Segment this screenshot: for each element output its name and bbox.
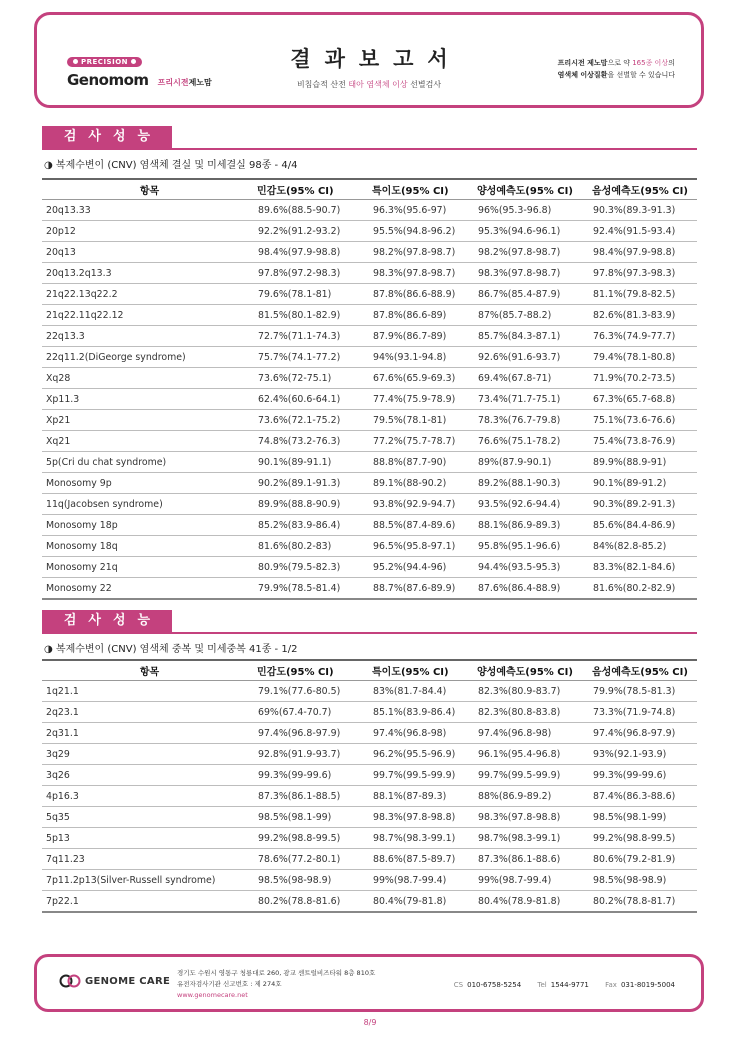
- cell-npv: 82.6%(81.3-83.9): [589, 305, 697, 326]
- cell-sensitivity: 79.9%(78.5-81.4): [254, 578, 369, 600]
- cell-npv: 98.4%(97.9-98.8): [589, 242, 697, 263]
- cell-specificity: 79.5%(78.1-81): [369, 410, 474, 431]
- table-row: [42, 681, 697, 702]
- cell-ppv: 98.3%(97.8-98.7): [474, 263, 589, 284]
- cell-specificity: 96.5%(95.8-97.1): [369, 536, 474, 557]
- cell-ppv: 82.3%(80.9-83.7): [474, 681, 589, 702]
- cell-npv: 71.9%(70.2-73.5): [589, 368, 697, 389]
- cell-npv: 98.5%(98-98.9): [589, 870, 697, 891]
- cell-sensitivity: 97.8%(97.2-98.3): [254, 263, 369, 284]
- cell-item: 20q13: [42, 242, 254, 263]
- cell-npv: 84%(82.8-85.2): [589, 536, 697, 557]
- table-row: [42, 242, 697, 263]
- cell-npv: 93%(92.1-93.9): [589, 744, 697, 765]
- cell-npv: 99.2%(98.8-99.5): [589, 828, 697, 849]
- cell-specificity: 98.2%(97.8-98.7): [369, 242, 474, 263]
- genomecare-logo-icon: [59, 974, 81, 988]
- cell-item: 20q13.2q13.3: [42, 263, 254, 284]
- cell-item: 20q13.33: [42, 200, 254, 221]
- section-subtitle-duplications: ◑ 복제수변이 (CNV) 염색체 중복 및 미세중복 41종 - 1/2: [44, 644, 298, 655]
- cell-ppv: 78.3%(76.7-79.8): [474, 410, 589, 431]
- fax-number: 031-8019-5004: [620, 981, 675, 989]
- cell-specificity: 67.6%(65.9-69.3): [369, 368, 474, 389]
- subtitle-post: 선별검사: [407, 80, 442, 89]
- cell-specificity: 77.4%(75.9-78.9): [369, 389, 474, 410]
- cell-item: 3q29: [42, 744, 254, 765]
- cell-item: 1q21.1: [42, 681, 254, 702]
- cell-item: 5p(Cri du chat syndrome): [42, 452, 254, 473]
- website-link[interactable]: www.genomecare.net: [177, 991, 248, 999]
- table-row: [42, 515, 697, 536]
- cell-item: 11q(Jacobsen syndrome): [42, 494, 254, 515]
- cell-sensitivity: 98.5%(98-98.9): [254, 870, 369, 891]
- cell-ppv: 96%(95.3-96.8): [474, 200, 589, 221]
- col-header-specificity: 특이도(95% CI): [369, 179, 474, 200]
- cell-npv: 79.4%(78.1-80.8): [589, 347, 697, 368]
- report-footer: [34, 954, 704, 1012]
- cs-label: CS: [453, 981, 464, 989]
- cell-sensitivity: 78.6%(77.2-80.1): [254, 849, 369, 870]
- table-row: [42, 326, 697, 347]
- cell-npv: 80.6%(79.2-81.9): [589, 849, 697, 870]
- cell-npv: 90.3%(89.2-91.3): [589, 494, 697, 515]
- table-row: [42, 389, 697, 410]
- cell-sensitivity: 69%(67.4-70.7): [254, 702, 369, 723]
- cell-sensitivity: 97.4%(96.8-97.9): [254, 723, 369, 744]
- cell-specificity: 88.1%(87-89.3): [369, 786, 474, 807]
- cell-item: Monosomy 18p: [42, 515, 254, 536]
- cell-item: 2q31.1: [42, 723, 254, 744]
- cs-number: 010-6758-5254: [467, 981, 522, 989]
- cell-npv: 90.1%(89-91.2): [589, 473, 697, 494]
- cell-specificity: 80.4%(79-81.8): [369, 891, 474, 913]
- tel-label: Tel: [537, 981, 547, 989]
- table-row: [42, 431, 697, 452]
- col-header-sensitivity: 민감도(95% CI): [254, 660, 369, 681]
- table-row: [42, 744, 697, 765]
- cell-npv: 73.3%(71.9-74.8): [589, 702, 697, 723]
- cell-item: 4p16.3: [42, 786, 254, 807]
- cell-ppv: 89.2%(88.1-90.3): [474, 473, 589, 494]
- cell-specificity: 83%(81.7-84.4): [369, 681, 474, 702]
- cell-item: Xq28: [42, 368, 254, 389]
- table-header-row: [42, 179, 697, 200]
- cell-sensitivity: 73.6%(72-75.1): [254, 368, 369, 389]
- cell-ppv: 82.3%(80.8-83.8): [474, 702, 589, 723]
- cell-item: Monosomy 21q: [42, 557, 254, 578]
- cell-sensitivity: 62.4%(60.6-64.1): [254, 389, 369, 410]
- cell-specificity: 95.5%(94.8-96.2): [369, 221, 474, 242]
- cell-ppv: 99%(98.7-99.4): [474, 870, 589, 891]
- cell-item: 7p11.2p13(Silver-Russell syndrome): [42, 870, 254, 891]
- cell-npv: 83.3%(82.1-84.6): [589, 557, 697, 578]
- cell-npv: 92.4%(91.5-93.4): [589, 221, 697, 242]
- cell-item: 22q13.3: [42, 326, 254, 347]
- cell-ppv: 87.6%(86.4-88.9): [474, 578, 589, 600]
- cell-specificity: 99.7%(99.5-99.9): [369, 765, 474, 786]
- page-number: 8/9: [363, 1018, 377, 1027]
- cell-npv: 89.9%(88.9-91): [589, 452, 697, 473]
- cell-npv: 98.5%(98.1-99): [589, 807, 697, 828]
- cell-ppv: 98.3%(97.8-98.8): [474, 807, 589, 828]
- cell-specificity: 96.2%(95.5-96.9): [369, 744, 474, 765]
- table-row: [42, 221, 697, 242]
- tagline: [558, 57, 675, 81]
- table-row: [42, 410, 697, 431]
- tagline1-mid: 으로 약: [607, 59, 633, 67]
- cell-specificity: 95.2%(94.4-96): [369, 557, 474, 578]
- col-header-sensitivity: 민감도(95% CI): [254, 179, 369, 200]
- fax-label: Fax: [605, 981, 617, 989]
- section-tab: 검사성능: [42, 126, 172, 148]
- table-row: [42, 347, 697, 368]
- cell-item: 7p22.1: [42, 891, 254, 913]
- report-header: [34, 12, 704, 108]
- table-row: [42, 557, 697, 578]
- cell-specificity: 88.6%(87.5-89.7): [369, 849, 474, 870]
- cell-ppv: 87.3%(86.1-88.6): [474, 849, 589, 870]
- cell-sensitivity: 85.2%(83.9-86.4): [254, 515, 369, 536]
- cell-sensitivity: 90.1%(89-91.1): [254, 452, 369, 473]
- col-header-item: 항목: [42, 179, 254, 200]
- cell-ppv: 73.4%(71.7-75.1): [474, 389, 589, 410]
- cell-specificity: 94%(93.1-94.8): [369, 347, 474, 368]
- cell-sensitivity: 87.3%(86.1-88.5): [254, 786, 369, 807]
- cell-item: Xp21: [42, 410, 254, 431]
- cell-ppv: 95.3%(94.6-96.1): [474, 221, 589, 242]
- subtitle-pre: 비침습적 산전: [296, 80, 349, 89]
- cell-specificity: 98.7%(98.3-99.1): [369, 828, 474, 849]
- cell-ppv: 85.7%(84.3-87.1): [474, 326, 589, 347]
- col-header-npv: 음성예측도(95% CI): [589, 179, 697, 200]
- cell-item: 3q26: [42, 765, 254, 786]
- cell-ppv: 98.7%(98.3-99.1): [474, 828, 589, 849]
- cell-sensitivity: 98.5%(98.1-99): [254, 807, 369, 828]
- cell-specificity: 87.8%(86.6-89): [369, 305, 474, 326]
- tagline1-pink: 165종 이상: [632, 59, 669, 67]
- tagline2-end: 을 선별할 수 있습니다: [607, 71, 675, 79]
- cell-item: Xp11.3: [42, 389, 254, 410]
- cell-item: 20p12: [42, 221, 254, 242]
- cell-sensitivity: 79.6%(78.1-81): [254, 284, 369, 305]
- cell-ppv: 80.4%(78.9-81.8): [474, 891, 589, 913]
- cell-sensitivity: 80.9%(79.5-82.3): [254, 557, 369, 578]
- cell-specificity: 88.5%(87.4-89.6): [369, 515, 474, 536]
- cell-specificity: 98.3%(97.8-98.8): [369, 807, 474, 828]
- contact-info: [440, 981, 675, 989]
- cell-item: Monosomy 9p: [42, 473, 254, 494]
- cell-npv: 75.1%(73.6-76.6): [589, 410, 697, 431]
- cell-npv: 67.3%(65.7-68.8): [589, 389, 697, 410]
- genomecare-logo: [59, 974, 170, 988]
- cell-ppv: 88.1%(86.9-89.3): [474, 515, 589, 536]
- table-row: [42, 263, 697, 284]
- cell-specificity: 97.4%(96.8-98): [369, 723, 474, 744]
- cell-item: 21q22.11q22.12: [42, 305, 254, 326]
- col-header-ppv: 양성예측도(95% CI): [474, 660, 589, 681]
- cell-ppv: 94.4%(93.5-95.3): [474, 557, 589, 578]
- table-row: [42, 578, 697, 600]
- cell-sensitivity: 80.2%(78.8-81.6): [254, 891, 369, 913]
- brand-sub-pink: 프리시젼: [157, 78, 189, 87]
- cell-sensitivity: 99.2%(98.8-99.5): [254, 828, 369, 849]
- company-address-block: [177, 968, 375, 1001]
- cell-ppv: 99.7%(99.5-99.9): [474, 765, 589, 786]
- performance-table-duplications: [42, 659, 697, 913]
- cell-specificity: 96.3%(95.6-97): [369, 200, 474, 221]
- performance-table-deletions: [42, 178, 697, 600]
- cell-item: 22q11.2(DiGeorge syndrome): [42, 347, 254, 368]
- cell-sensitivity: 79.1%(77.6-80.5): [254, 681, 369, 702]
- cell-sensitivity: 72.7%(71.1-74.3): [254, 326, 369, 347]
- cell-npv: 81.6%(80.2-82.9): [589, 578, 697, 600]
- cell-ppv: 69.4%(67.8-71): [474, 368, 589, 389]
- table-row: [42, 870, 697, 891]
- cell-item: Xq21: [42, 431, 254, 452]
- cell-npv: 97.8%(97.3-98.3): [589, 263, 697, 284]
- table-row: [42, 200, 697, 221]
- cell-sensitivity: 73.6%(72.1-75.2): [254, 410, 369, 431]
- cell-ppv: 93.5%(92.6-94.4): [474, 494, 589, 515]
- cell-npv: 90.3%(89.3-91.3): [589, 200, 697, 221]
- section-header-deletions: [42, 126, 697, 150]
- cell-specificity: 93.8%(92.9-94.7): [369, 494, 474, 515]
- table-header-row: [42, 660, 697, 681]
- license-number: 유전자검사기관 신고번호 : 제 274호: [177, 980, 282, 988]
- cell-item: 7q11.23: [42, 849, 254, 870]
- cell-sensitivity: 89.6%(88.5-90.7): [254, 200, 369, 221]
- cell-specificity: 89.1%(88-90.2): [369, 473, 474, 494]
- section-tab: 검사성능: [42, 610, 172, 632]
- col-header-item: 항목: [42, 660, 254, 681]
- cell-sensitivity: 74.8%(73.2-76.3): [254, 431, 369, 452]
- cell-ppv: 76.6%(75.1-78.2): [474, 431, 589, 452]
- cell-sensitivity: 89.9%(88.8-90.9): [254, 494, 369, 515]
- table-row: [42, 284, 697, 305]
- cell-sensitivity: 92.2%(91.2-93.2): [254, 221, 369, 242]
- col-header-ppv: 양성예측도(95% CI): [474, 179, 589, 200]
- table-row: [42, 807, 697, 828]
- cell-ppv: 96.1%(95.4-96.8): [474, 744, 589, 765]
- table-row: [42, 786, 697, 807]
- cell-npv: 87.4%(86.3-88.6): [589, 786, 697, 807]
- table-row: [42, 368, 697, 389]
- col-header-npv: 음성예측도(95% CI): [589, 660, 697, 681]
- cell-sensitivity: 99.3%(99-99.6): [254, 765, 369, 786]
- brand-name: Genomom: [67, 71, 149, 89]
- cell-ppv: 86.7%(85.4-87.9): [474, 284, 589, 305]
- cell-npv: 85.6%(84.4-86.9): [589, 515, 697, 536]
- table-row: [42, 494, 697, 515]
- brand-sub-dark: 제노맘: [188, 78, 212, 87]
- cell-npv: 99.3%(99-99.6): [589, 765, 697, 786]
- cell-specificity: 98.3%(97.8-98.7): [369, 263, 474, 284]
- cell-sensitivity: 81.5%(80.1-82.9): [254, 305, 369, 326]
- company-name: GENOME CARE: [85, 975, 171, 987]
- table-row: [42, 828, 697, 849]
- cell-npv: 97.4%(96.8-97.9): [589, 723, 697, 744]
- cell-specificity: 88.7%(87.6-89.9): [369, 578, 474, 600]
- table-row: [42, 723, 697, 744]
- cell-sensitivity: 75.7%(74.1-77.2): [254, 347, 369, 368]
- cell-npv: 80.2%(78.8-81.7): [589, 891, 697, 913]
- cell-sensitivity: 98.4%(97.9-98.8): [254, 242, 369, 263]
- cell-sensitivity: 90.2%(89.1-91.3): [254, 473, 369, 494]
- cell-item: 2q23.1: [42, 702, 254, 723]
- cell-item: Monosomy 22: [42, 578, 254, 600]
- table-row: [42, 765, 697, 786]
- cell-specificity: 77.2%(75.7-78.7): [369, 431, 474, 452]
- cell-specificity: 87.9%(86.7-89): [369, 326, 474, 347]
- cell-specificity: 99%(98.7-99.4): [369, 870, 474, 891]
- precision-label: PRECISION: [81, 57, 128, 66]
- cell-ppv: 88%(86.9-89.2): [474, 786, 589, 807]
- tel-number: 1544-9771: [550, 981, 589, 989]
- table-row: [42, 891, 697, 913]
- cell-npv: 81.1%(79.8-82.5): [589, 284, 697, 305]
- table-row: [42, 305, 697, 326]
- cell-item: 5p13: [42, 828, 254, 849]
- cell-ppv: 95.8%(95.1-96.6): [474, 536, 589, 557]
- section-subtitle-deletions: ◑ 복제수변이 (CNV) 염색체 결실 및 미세결실 98종 - 4/4: [44, 160, 298, 171]
- cell-ppv: 89%(87.9-90.1): [474, 452, 589, 473]
- table-row: [42, 536, 697, 557]
- cell-ppv: 97.4%(96.8-98): [474, 723, 589, 744]
- cell-npv: 76.3%(74.9-77.7): [589, 326, 697, 347]
- cell-item: 21q22.13q22.2: [42, 284, 254, 305]
- cell-specificity: 87.8%(86.6-88.9): [369, 284, 474, 305]
- tagline1-end: 의: [668, 59, 675, 67]
- col-header-specificity: 특이도(95% CI): [369, 660, 474, 681]
- cell-ppv: 92.6%(91.6-93.7): [474, 347, 589, 368]
- company-address: 경기도 수원시 영통구 청룡대로 260, 광교 센트럴비즈타워 8층 810호: [177, 969, 376, 977]
- cell-specificity: 85.1%(83.9-86.4): [369, 702, 474, 723]
- table-row: [42, 849, 697, 870]
- table-row: [42, 473, 697, 494]
- cell-npv: 79.9%(78.5-81.3): [589, 681, 697, 702]
- cell-item: 5q35: [42, 807, 254, 828]
- cell-sensitivity: 81.6%(80.2-83): [254, 536, 369, 557]
- cell-ppv: 87%(85.7-88.2): [474, 305, 589, 326]
- section-header-duplications: [42, 610, 697, 634]
- tagline2-dark: 염색체 이상질환: [557, 71, 608, 79]
- cell-npv: 75.4%(73.8-76.9): [589, 431, 697, 452]
- cell-specificity: 88.8%(87.7-90): [369, 452, 474, 473]
- tagline1-dark: 프리시전 제노맘: [557, 59, 608, 67]
- cell-ppv: 98.2%(97.8-98.7): [474, 242, 589, 263]
- cell-sensitivity: 92.8%(91.9-93.7): [254, 744, 369, 765]
- table-row: [42, 452, 697, 473]
- cell-item: Monosomy 18q: [42, 536, 254, 557]
- subtitle-highlight: 태아 염색체 이상: [348, 80, 408, 89]
- table-row: [42, 702, 697, 723]
- page-title: 결과보고서: [290, 47, 462, 71]
